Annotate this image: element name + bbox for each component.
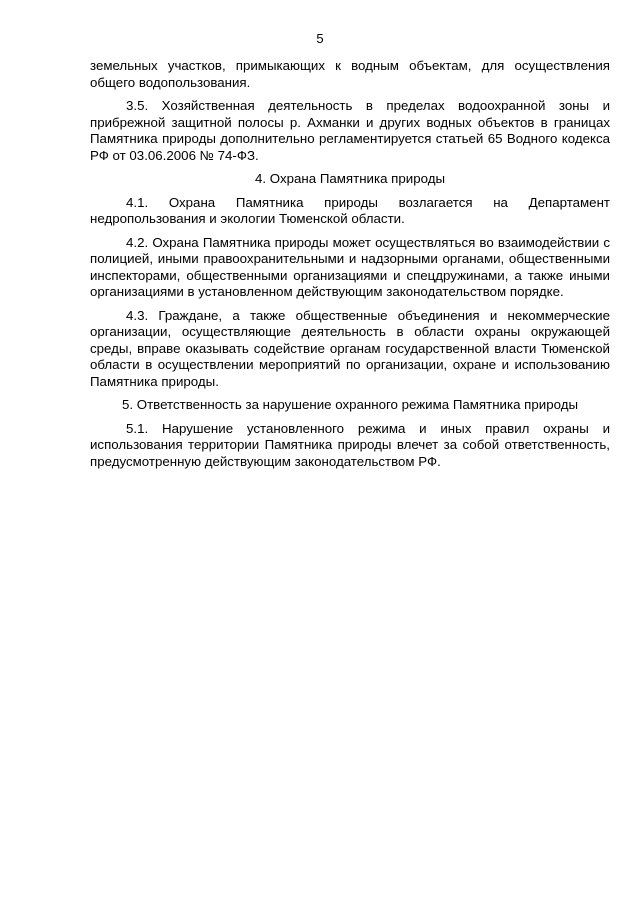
document-body — [90, 58, 610, 477]
paragraph-4-1: 4.1. Охрана Памятника природы возлагается на Департамент недропользования и экологии Тюменской области. — [90, 194, 610, 226]
page-number: 5 — [316, 31, 324, 46]
paragraph-3-4-continued: земельных участков, примыкающих к водным объектам, для осуществления общего водопользования. — [90, 58, 610, 90]
section-heading-5: 5. Ответственность за нарушение охранного режима Памятника природы — [121, 397, 579, 412]
section-heading-4: 4. Охрана Памятника природы — [254, 171, 446, 186]
paragraph-3-5: 3.5. Хозяйственная деятельность в пределах водоохранной зоны и прибрежной защитной полосы р. Ахманки и других водных объектов в границах Памятника природы дополнительно регламентируется статьей 65 Водного кодекса РФ от 03.06.2006 № 74-ФЗ. — [90, 98, 610, 163]
paragraph-4-2: 4.2. Охрана Памятника природы может осуществляться во взаимодействии с полицией, иными правоохранительными и надзорными органами, общественными инспекторами, общественными организациями и спецдружинами, а также иными организациями в установленном действующим законодательством порядке. — [90, 234, 610, 299]
paragraph-4-3: 4.3. Граждане, а также общественные объединения и некоммерческие организации, осуществляющие деятельность в области охраны окружающей среды, вправе оказывать содействие органам государственной власти Тюменской области в осуществлении мероприятий по организации, охране и использованию Памятника природы. — [90, 307, 610, 389]
paragraph-5-1: 5.1. Нарушение установленного режима и иных правил охраны и использования территории Памятника природы влечет за собой ответственность, предусмотренную действующим законодательством РФ. — [90, 420, 610, 469]
